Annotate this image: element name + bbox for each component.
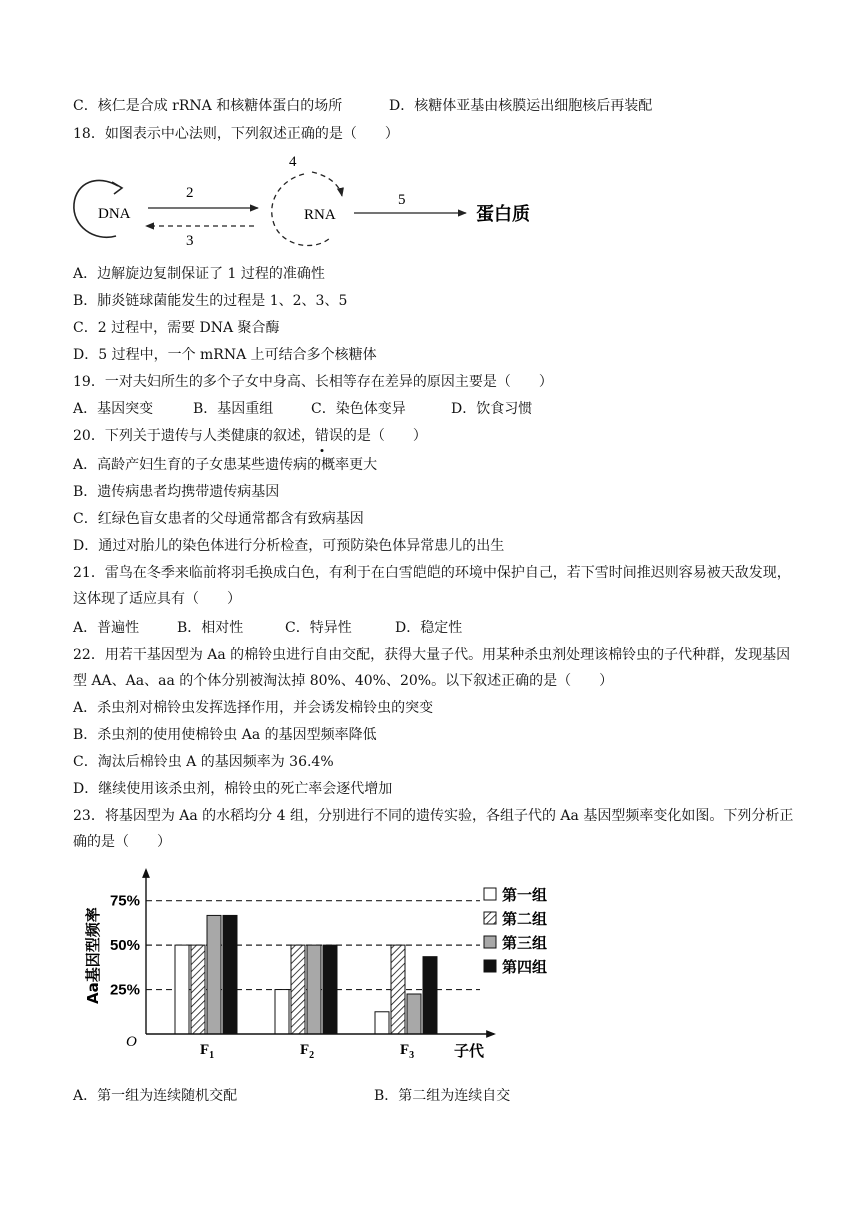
q21-stem: 21．雷鸟在冬季来临前将羽毛换成白色，有利于在白雪皑皑的环境中保护自己，若下雪时间推迟则容易被天敌发现，这体现了适应具有（ ）	[73, 565, 791, 607]
q19-stem: 19．一对夫妇所生的多个子女中身高、长相等存在差异的原因主要是（ ）	[73, 374, 553, 390]
q20-option-c: C．红绿色盲女患者的父母通常都含有致病基因	[73, 511, 364, 527]
dna-label: DNA	[98, 206, 131, 222]
q19-option-c: C．染色体变异	[311, 401, 406, 417]
q22-option-b: B．杀虫剂的使用使棉铃虫 Aa 的基因型频率降低	[73, 727, 377, 743]
q22-option-a: A．杀虫剂对棉铃虫发挥选择作用，并会诱发棉铃虫的突变	[73, 700, 434, 716]
legend-swatch-3	[484, 936, 496, 948]
q18-option-c: C．2 过程中，需要 DNA 聚合酶	[73, 320, 280, 336]
label-3: 3	[186, 233, 194, 249]
x-axis-label: 子代	[454, 1042, 485, 1060]
label-5: 5	[398, 192, 406, 208]
aa-genotype-frequency-chart	[70, 866, 560, 1066]
rna-label: RNA	[304, 207, 336, 223]
legend-label-2: 第二组	[502, 910, 548, 928]
q20-stem	[73, 426, 427, 446]
y-tick-label: 50%	[109, 937, 140, 955]
legend-label-4: 第四组	[502, 958, 548, 976]
q18-option-b: B．肺炎链球菌能发生的过程是 1、2、3、5	[73, 293, 348, 309]
q20-option-a: A．高龄产妇生育的子女患某些遗传病的概率更大	[73, 457, 378, 473]
q18-option-d: D．5 过程中，一个 mRNA 上可结合多个核糖体	[73, 347, 377, 363]
bar-F1-series-3	[207, 915, 221, 1034]
bar-F1-series-4	[223, 915, 237, 1034]
q19-option-a: A．基因突变	[73, 401, 154, 417]
bar-F3-series-3	[407, 994, 421, 1034]
q22-option-c: C．淘汰后棉铃虫 A 的基因频率为 36.4%	[73, 754, 334, 770]
bar-F3-series-1	[375, 1012, 389, 1034]
q20-stem-emphasis: 错	[314, 428, 329, 444]
bar-F2-series-2	[291, 945, 305, 1034]
q22-stem: 22．用若干基因型为 Aa 的棉铃虫进行自由交配，获得大量子代。用某种杀虫剂处理该棉铃虫的子代种群，发现基因型 AA、Aa、aa 的个体分别被淘汰掉 80%、40%、20%。以下叙述正确的是（ ）	[73, 647, 791, 689]
q18-option-a: A．边解旋边复制保证了 1 过程的准确性	[73, 266, 325, 282]
y-axis-label: Aa基因型频率	[84, 907, 102, 1004]
bar-F2-series-4	[323, 945, 337, 1034]
origin-label: O	[126, 1034, 137, 1050]
label-4: 4	[289, 154, 297, 170]
q21-option-c: C．特异性	[285, 620, 352, 636]
bar-F1-series-1	[175, 945, 189, 1034]
protein-label: 蛋白质	[476, 204, 530, 225]
q17-option-d: D．核糖体亚基由核膜运出细胞核后再装配	[389, 98, 653, 114]
bar-F2-series-3	[307, 945, 321, 1034]
central-dogma-diagram	[68, 152, 538, 252]
q17-option-c: C．核仁是合成 rRNA 和核糖体蛋白的场所	[73, 98, 343, 114]
x-tick-label: $F_2$	[300, 1042, 315, 1061]
legend-label-1: 第一组	[502, 886, 548, 904]
q23-option-b: B．第二组为连续自交	[374, 1088, 511, 1104]
q21-options	[73, 618, 462, 638]
q19-option-d: D．饮食习惯	[451, 401, 533, 417]
q22-option-d: D．继续使用该杀虫剂，棉铃虫的死亡率会逐代增加	[73, 781, 393, 797]
q20-option-d: D．通过对胎儿的染色体进行分析检查，可预防染色体异常患儿的出生	[73, 538, 505, 554]
y-tick-label: 75%	[109, 892, 140, 910]
bar-F3-series-4	[423, 957, 437, 1034]
q20-option-b: B．遗传病患者均携带遗传病基因	[73, 484, 280, 500]
x-tick-label: $F_3$	[400, 1042, 415, 1061]
q21-option-b: B．相对性	[177, 620, 244, 636]
legend-swatch-2	[484, 912, 496, 924]
q19-options	[73, 399, 532, 419]
q23-stem: 23．将基因型为 Aa 的水稻均分 4 组，分别进行不同的遗传实验，各组子代的 Aa 基因型频率变化如图。下列分析正确的是（ ）	[73, 808, 794, 850]
legend-swatch-1	[484, 888, 496, 900]
label-2: 2	[186, 185, 194, 201]
q23-option-a: A．第一组为连续随机交配	[73, 1088, 238, 1104]
q19-option-b: B．基因重组	[193, 401, 274, 417]
x-tick-label: $F_1$	[200, 1042, 215, 1061]
q21-option-a: A．普遍性	[73, 620, 140, 636]
bar-F2-series-1	[275, 990, 289, 1034]
y-tick-label: 25%	[109, 981, 140, 999]
q20-stem-part: 20．下列关于遗传与人类健康的叙述，	[73, 428, 315, 444]
q23-options	[73, 1086, 510, 1106]
legend-label-3: 第三组	[502, 934, 548, 952]
legend-swatch-4	[484, 960, 496, 972]
bar-F1-series-2	[191, 945, 205, 1034]
q20-stem-end: 误的是（ ）	[328, 428, 427, 444]
q18-stem: 18．如图表示中心法则，下列叙述正确的是（ ）	[73, 126, 399, 142]
bar-F3-series-2	[391, 945, 405, 1034]
q21-option-d: D．稳定性	[395, 620, 463, 636]
